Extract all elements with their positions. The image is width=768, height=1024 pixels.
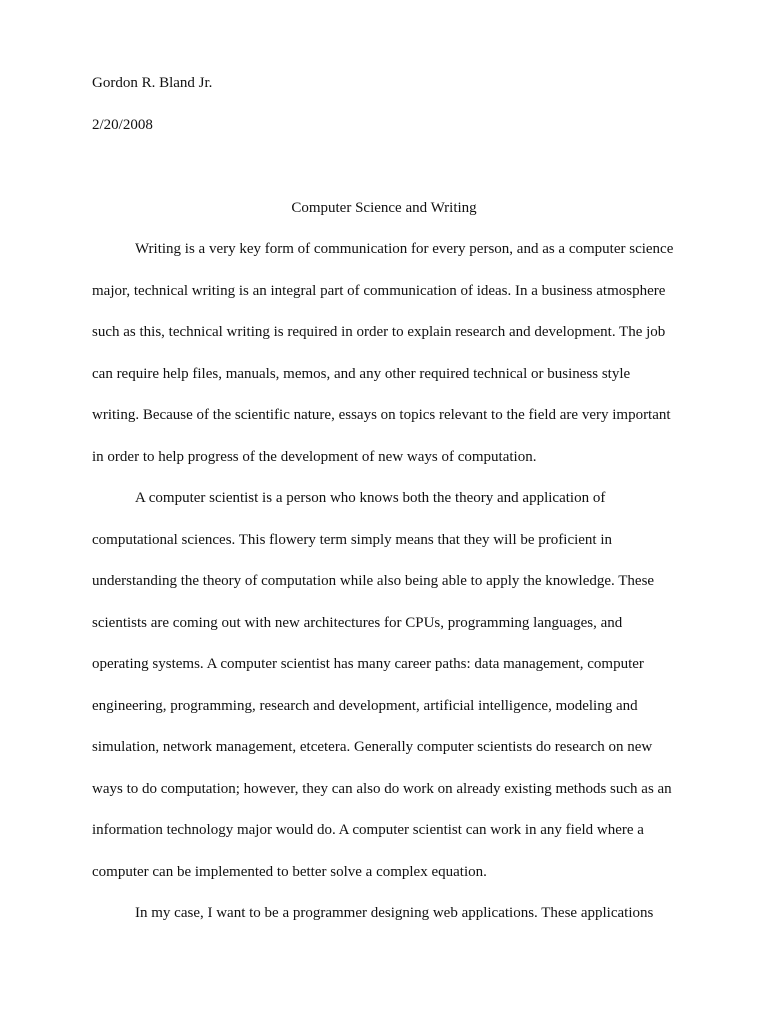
paragraph-line: Writing is a very key form of communication for every person, and as a computer science <box>135 241 674 257</box>
author-name: Gordon R. Bland Jr. <box>92 75 213 91</box>
paragraph-line: can require help files, manuals, memos, and any other required technical or business style <box>92 366 631 382</box>
document-title: Computer Science and Writing <box>291 200 477 216</box>
paragraph-line: computational sciences. This flowery term simply means that they will be proficient in <box>92 532 613 548</box>
paragraph-line: simulation, network management, etcetera. Generally computer scientists do research on new <box>92 739 653 755</box>
paragraph-line: in order to help progress of the development of new ways of computation. <box>92 449 537 465</box>
paragraph-line: understanding the theory of computation while also being able to apply the knowledge. These <box>92 573 655 589</box>
paragraph-line: major, technical writing is an integral part of communication of ideas. In a business atmosphere <box>92 283 666 299</box>
paragraph-line: computer can be implemented to better solve a complex equation. <box>92 864 487 880</box>
paragraph-line: operating systems. A computer scientist has many career paths: data management, computer <box>92 656 644 672</box>
paragraph-line: writing. Because of the scientific nature, essays on topics relevant to the field are very important <box>92 407 671 423</box>
paragraph-line: information technology major would do. A computer scientist can work in any field where a <box>92 822 644 838</box>
paragraph-line: such as this, technical writing is required in order to explain research and development. The job <box>92 324 666 340</box>
paragraph-line: In my case, I want to be a programmer designing web applications. These applications <box>135 905 654 921</box>
paragraph-line: engineering, programming, research and development, artificial intelligence, modeling and <box>92 698 638 714</box>
paragraph-line: ways to do computation; however, they can also do work on already existing methods such as an <box>92 781 672 797</box>
paragraph-line: scientists are coming out with new architectures for CPUs, programming languages, and <box>92 615 623 631</box>
document-date: 2/20/2008 <box>92 117 153 133</box>
paragraph-line: A computer scientist is a person who knows both the theory and application of <box>135 490 606 506</box>
